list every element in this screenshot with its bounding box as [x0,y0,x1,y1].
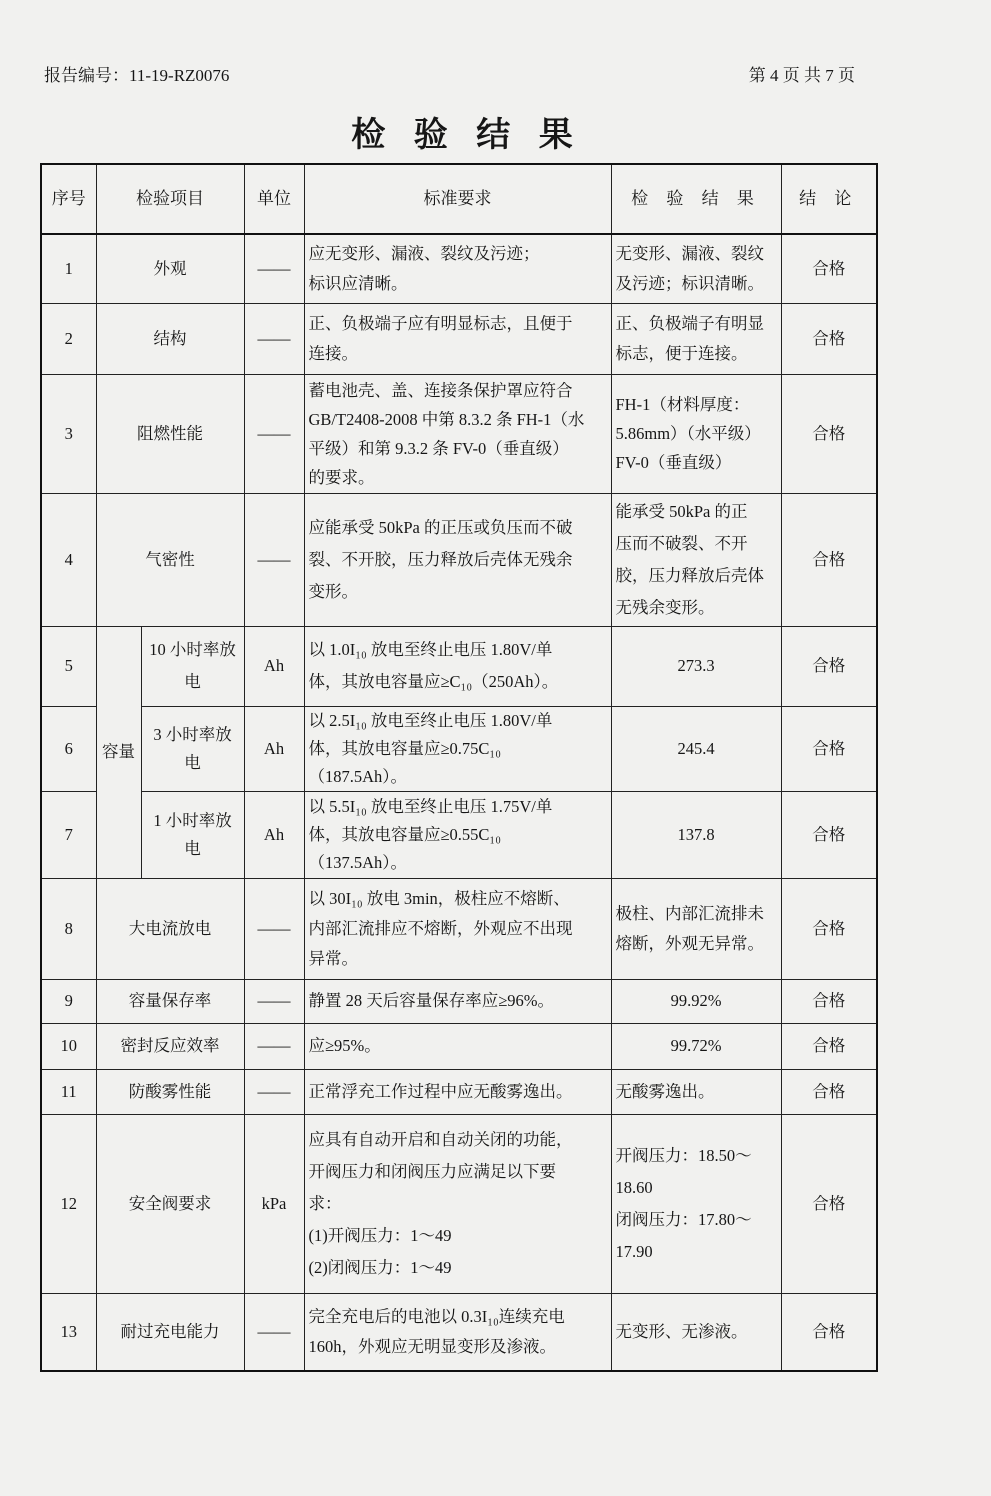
conclusion: 合格 [781,234,877,303]
table-row [41,979,877,1023]
conclusion: 合格 [781,878,877,979]
table-header-row [41,164,877,234]
conclusion: 合格 [781,1023,877,1069]
inspection-item: 结构 [96,303,244,374]
inspection-result: FH-1（材料厚度： 5.86mm）（水平级） FV-0（垂直级） [611,374,781,493]
row-number: 11 [41,1069,96,1114]
conclusion: 合格 [781,979,877,1023]
conclusion: 合格 [781,791,877,878]
inspection-item: 3 小时率放 电 [141,706,244,791]
inspection-result: 无变形、无渗液。 [611,1293,781,1371]
inspection-item: 1 小时率放 电 [141,791,244,878]
column-header-standard: 标准要求 [304,164,611,234]
inspection-result: 开阀压力：18.50～ 18.60 闭阀压力：17.80～ 17.90 [611,1114,781,1293]
report-number: 报告编号：11-19-RZ0076 [44,66,230,85]
inspection-item: 外观 [96,234,244,303]
conclusion: 合格 [781,374,877,493]
table-row [41,374,877,493]
standard-requirement: 应能承受 50kPa 的正压或负压而不破 裂、不开胶，压力释放后壳体无残余 变形。 [304,493,611,626]
unit: —— [244,493,304,626]
standard-requirement: 以 30I₁₀ 放电 3min，极柱应不熔断、 内部汇流排应不熔断，外观应不出现 异常。 [304,878,611,979]
table-row [41,234,877,303]
inspection-item: 密封反应效率 [96,1023,244,1069]
inspection-item: 10 小时率放 电 [141,626,244,706]
row-number: 8 [41,878,96,979]
table-row [41,1293,877,1371]
unit: —— [244,878,304,979]
inspection-result: 能承受 50kPa 的正 压而不破裂、不开 胶，压力释放后壳体 无残余变形。 [611,493,781,626]
standard-requirement: 蓄电池壳、盖、连接条保护罩应符合 GB/T2408-2008 中第 8.3.2 条 FH-1（水 平级）和第 9.3.2 条 FV-0（垂直级） 的要求。 [304,374,611,493]
unit: —— [244,1293,304,1371]
unit: —— [244,234,304,303]
table-row [41,791,877,878]
row-number: 1 [41,234,96,303]
table-row [41,1114,877,1293]
row-number: 12 [41,1114,96,1293]
row-number: 2 [41,303,96,374]
standard-requirement: 以 2.5I₁₀ 放电至终止电压 1.80V/单 体，其放电容量应≥0.75C₁₀ （187.5Ah）。 [304,706,611,791]
row-number: 6 [41,706,96,791]
column-header-conclusion: 结 论 [781,164,877,234]
inspection-result: 无变形、漏液、裂纹 及污迹；标识清晰。 [611,234,781,303]
row-number: 5 [41,626,96,706]
inspection-item: 安全阀要求 [96,1114,244,1293]
page-info: 第 4 页 共 7 页 [748,66,855,85]
standard-requirement: 正、负极端子应有明显标志，且便于 连接。 [304,303,611,374]
row-number: 13 [41,1293,96,1371]
unit: —— [244,1023,304,1069]
row-number: 4 [41,493,96,626]
inspection-result: 无酸雾逸出。 [611,1069,781,1114]
conclusion: 合格 [781,706,877,791]
standard-requirement: 静置 28 天后容量保存率应≥96%。 [304,979,611,1023]
inspection-item: 阻燃性能 [96,374,244,493]
standard-requirement: 应≥95%。 [304,1023,611,1069]
standard-requirement: 完全充电后的电池以 0.3I₁₀连续充电 160h，外观应无明显变形及渗液。 [304,1293,611,1371]
conclusion: 合格 [781,493,877,626]
column-header-unit: 单位 [244,164,304,234]
inspection-item: 防酸雾性能 [96,1069,244,1114]
table-row [41,706,877,791]
document-title: 检 验 结 果 [351,117,583,154]
table-row [41,878,877,979]
column-header-item: 检验项目 [96,164,244,234]
row-number: 9 [41,979,96,1023]
inspection-item: 耐过充电能力 [96,1293,244,1371]
inspection-results-table [40,163,878,1372]
conclusion: 合格 [781,1293,877,1371]
inspection-item: 气密性 [96,493,244,626]
unit: Ah [244,791,304,878]
standard-requirement: 应具有自动开启和自动关闭的功能， 开阀压力和闭阀压力应满足以下要 求： (1)开阀压力：1～49 (2)闭阀压力：1～49 [304,1114,611,1293]
conclusion: 合格 [781,1069,877,1114]
row-number: 7 [41,791,96,878]
column-header-result: 检 验 结 果 [611,164,781,234]
standard-requirement: 应无变形、漏液、裂纹及污迹； 标识应清晰。 [304,234,611,303]
standard-requirement: 以 5.5I₁₀ 放电至终止电压 1.75V/单 体，其放电容量应≥0.55C₁₀ （137.5Ah）。 [304,791,611,878]
standard-requirement: 正常浮充工作过程中应无酸雾逸出。 [304,1069,611,1114]
inspection-result: 99.72% [611,1023,781,1069]
inspection-item: 容量保存率 [96,979,244,1023]
conclusion: 合格 [781,626,877,706]
capacity-group-label: 容量 [96,626,141,878]
unit: —— [244,1069,304,1114]
table-row [41,493,877,626]
unit: Ah [244,706,304,791]
table-row [41,626,877,706]
table-row [41,1023,877,1069]
unit: —— [244,303,304,374]
unit: —— [244,979,304,1023]
inspection-item: 大电流放电 [96,878,244,979]
inspection-result: 正、负极端子有明显 标志，便于连接。 [611,303,781,374]
conclusion: 合格 [781,1114,877,1293]
inspection-result: 极柱、内部汇流排未 熔断，外观无异常。 [611,878,781,979]
row-number: 3 [41,374,96,493]
unit: kPa [244,1114,304,1293]
standard-requirement: 以 1.0I₁₀ 放电至终止电压 1.80V/单 体，其放电容量应≥C₁₀（250Ah）。 [304,626,611,706]
inspection-result: 245.4 [611,706,781,791]
conclusion: 合格 [781,303,877,374]
inspection-result: 99.92% [611,979,781,1023]
unit: Ah [244,626,304,706]
column-header-no: 序号 [41,164,96,234]
table-row [41,1069,877,1114]
table-row [41,303,877,374]
inspection-result: 137.8 [611,791,781,878]
inspection-result: 273.3 [611,626,781,706]
row-number: 10 [41,1023,96,1069]
unit: —— [244,374,304,493]
